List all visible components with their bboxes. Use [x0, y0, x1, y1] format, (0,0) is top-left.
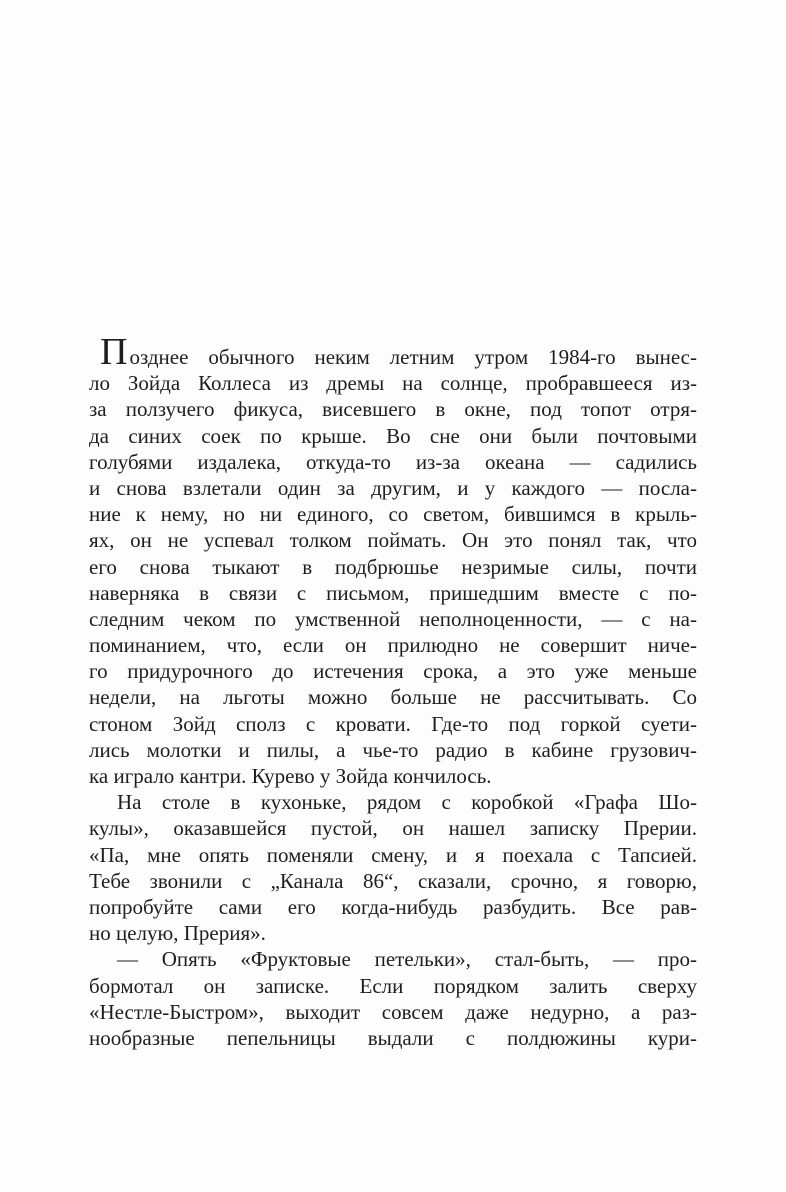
text-line: го придурочного до истечения срока, а это уже меньше: [89, 659, 697, 684]
text-line: недели, на льготы можно больше не рассчитывать. Со: [89, 685, 697, 710]
text-line: поминанием, что, если он прилюдно не совершит ниче-: [89, 633, 697, 658]
text-line: «Нестле-Быстром», выходит совсем даже недурно, а раз-: [89, 999, 697, 1024]
text-line: да синих соек по крыше. Во сне они были почтовыми: [89, 423, 697, 448]
text-line: наверняка в связи с письмом, пришедшим вместе с по-: [89, 580, 697, 605]
text-line-paragraph-start: — Опять «Фруктовые петельки», стал-быть, — про-: [117, 947, 697, 972]
text-line: стоном Зойд сполз с кровати. Где-то под горкой суети-: [89, 711, 697, 736]
text-line: нообразные пепельницы выдали с полдюжины кури-: [89, 1025, 697, 1050]
text-line: ях, он не успевал толком поймать. Он это понял так, что: [89, 528, 697, 553]
text-line: «Па, мне опять поменяли смену, и я поехала с Тапсией.: [89, 842, 697, 867]
text-line: и снова взлетали один за другим, и у каждого — посла-: [89, 475, 697, 500]
text-line: его снова тыкают в подбрюшье незримые силы, почти: [89, 554, 697, 579]
text-line-paragraph-end: но целую, Прерия».: [89, 921, 266, 946]
text-line: ние к нему, но ни единого, со светом, бившимся в крыль-: [89, 502, 697, 527]
text-line-paragraph-end: ка играло кантри. Курево у Зойда кончилось.: [89, 764, 492, 788]
text-line: голубями издалека, откуда-то из-за океана — садились: [89, 449, 697, 474]
text-line: кулы», оказавшейся пустой, он нашел записку Прерии.: [89, 816, 697, 841]
text-line-content: озднее обычного неким летним утром 1984-го вынес-: [129, 345, 697, 369]
text-line: за ползучего фикуса, висевшего в окне, под топот отря-: [89, 397, 697, 422]
text-line-paragraph-start: На столе в кухоньке, рядом с коробкой «Графа Шо-: [117, 790, 697, 815]
text-line: бормотал он записке. Если порядком залить сверху: [89, 973, 697, 998]
page-text-block: [89, 331, 697, 1051]
text-line: Тебе звонили с „Канала 86“, сказали, срочно, я говорю,: [89, 868, 697, 893]
text-line: следним чеком по умственной неполноценности, — с на-: [89, 606, 697, 631]
text-line: лись молотки и пилы, а чье-то радио в кабине грузович-: [89, 737, 697, 762]
text-line: ло Зойда Коллеса из дремы на солнце, пробравшееся из-: [89, 371, 697, 396]
text-line: [89, 331, 697, 373]
drop-cap-letter: П: [100, 331, 128, 373]
text-line: попробуйте сами его когда-нибудь разбудить. Все рав-: [89, 894, 697, 919]
